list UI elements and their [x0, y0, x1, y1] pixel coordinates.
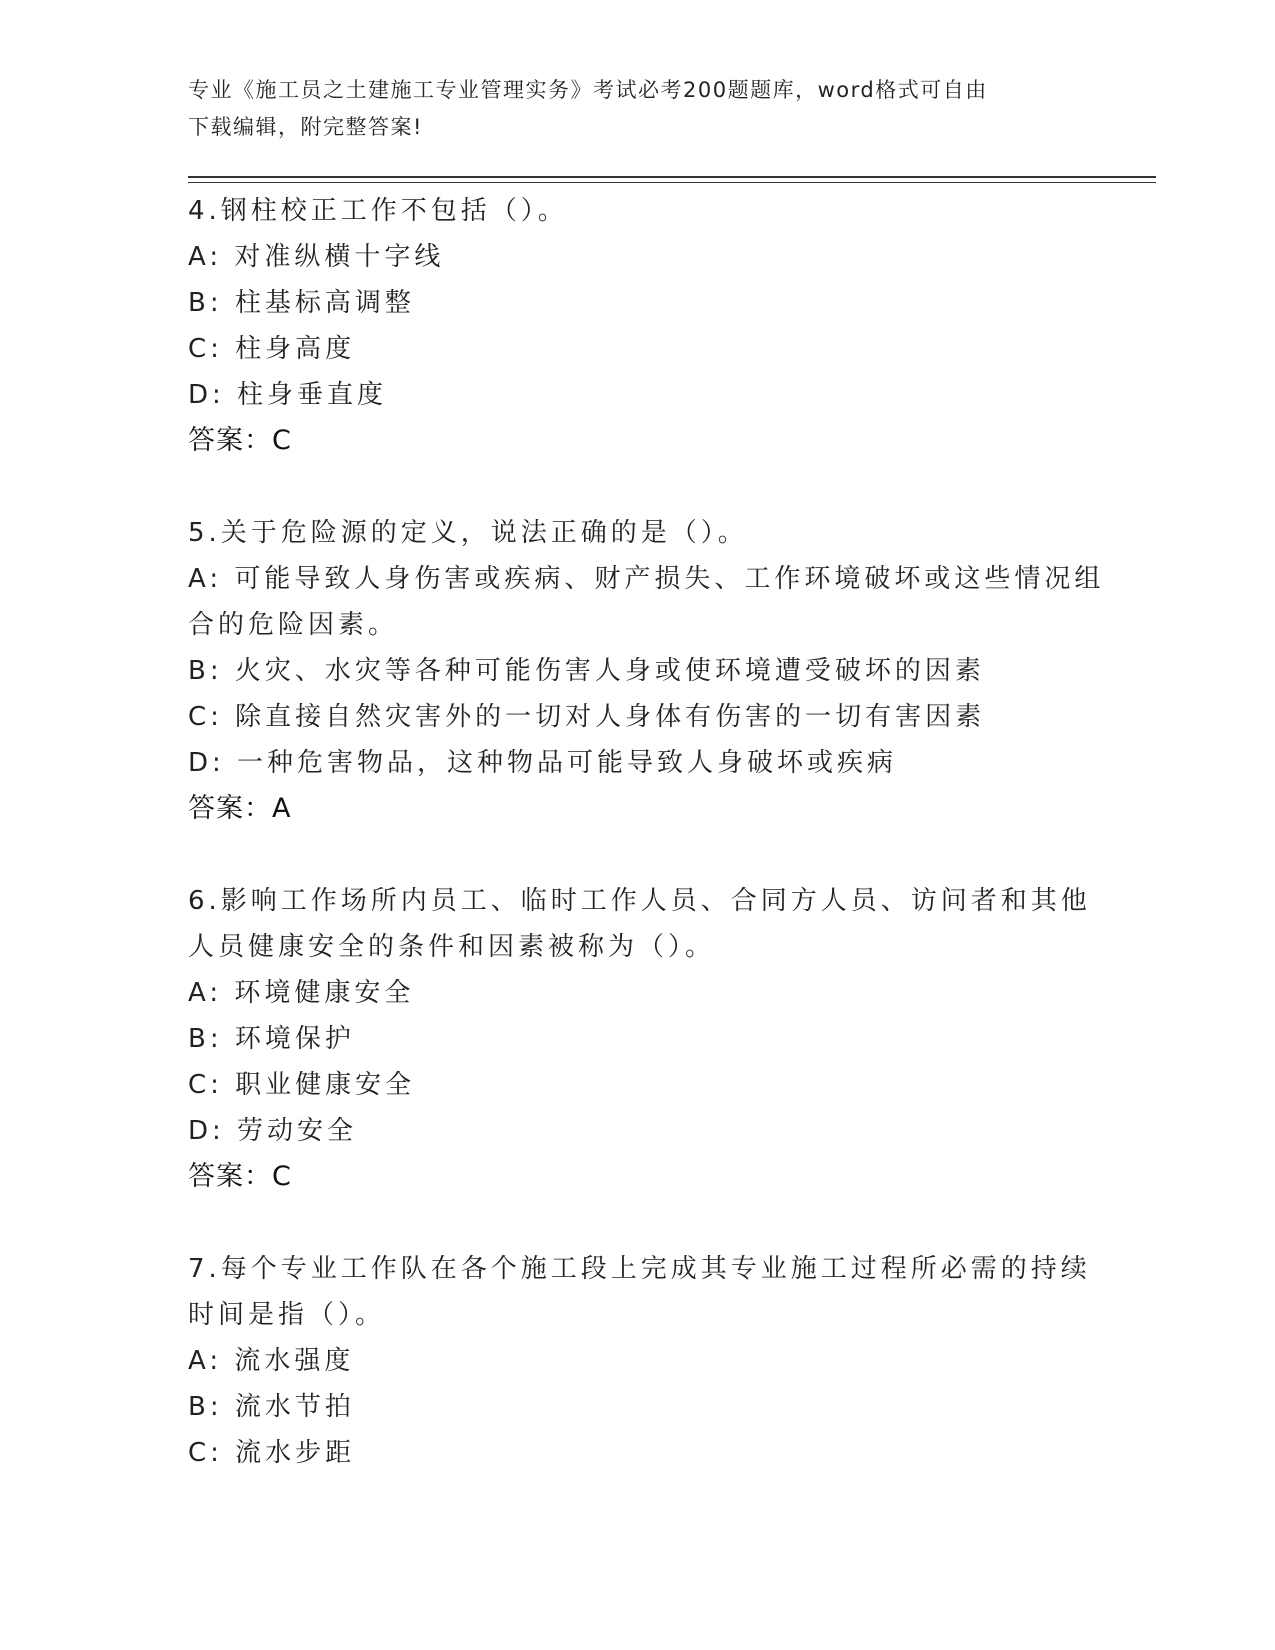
option-a: A: 对准纵横十字线	[188, 242, 445, 272]
option-a-continued: 合的危险因素。	[188, 610, 399, 640]
document-header	[188, 72, 1068, 146]
header-divider-thin	[188, 182, 1156, 183]
option-d: D: 柱身垂直度	[188, 380, 388, 410]
question-4	[188, 188, 1088, 464]
option-c: C: 职业健康安全	[188, 1070, 416, 1100]
option-b: B: 火灾、水灾等各种可能伤害人身或使环境遭受破坏的因素	[188, 656, 985, 686]
answer: 答案：A	[188, 793, 292, 824]
answer: 答案：C	[188, 425, 292, 456]
option-a: A: 流水强度	[188, 1346, 355, 1376]
option-a: A: 可能导致人身伤害或疾病、财产损失、工作环境破坏或这些情况组	[188, 564, 1105, 594]
question-stem-continued: 时间是指（）。	[188, 1300, 386, 1330]
question-5	[188, 510, 1105, 832]
header-divider-thick	[188, 176, 1156, 178]
option-b: B: 环境保护	[188, 1024, 355, 1054]
option-d: D: 一种危害物品，这种物品可能导致人身破坏或疾病	[188, 748, 898, 778]
question-stem: 7.每个专业工作队在各个施工段上完成其专业施工过程所必需的持续	[188, 1254, 1091, 1284]
question-stem: 4.钢柱校正工作不包括（）。	[188, 196, 568, 226]
option-c: C: 除直接自然灾害外的一切对人身体有伤害的一切有害因素	[188, 702, 986, 732]
question-7	[188, 1246, 1091, 1476]
option-a: A: 环境健康安全	[188, 978, 415, 1008]
option-c: C: 流水步距	[188, 1438, 356, 1468]
option-d: D: 劳动安全	[188, 1116, 358, 1146]
option-b: B: 柱基标高调整	[188, 288, 415, 318]
question-list	[188, 188, 1105, 1476]
option-b: B: 流水节拍	[188, 1392, 355, 1422]
answer: 答案：C	[188, 1161, 292, 1192]
question-stem: 6.影响工作场所内员工、临时工作人员、合同方人员、访问者和其他	[188, 886, 1091, 916]
question-6	[188, 878, 1091, 1200]
header-line-1: 专业《施工员之土建施工专业管理实务》考试必考200题题库，word格式可自由	[188, 78, 988, 102]
option-c: C: 柱身高度	[188, 334, 356, 364]
question-stem-continued: 人员健康安全的条件和因素被称为（）。	[188, 932, 716, 962]
header-line-2: 下载编辑，附完整答案!	[188, 115, 423, 139]
question-stem: 5.关于危险源的定义，说法正确的是（）。	[188, 518, 748, 548]
